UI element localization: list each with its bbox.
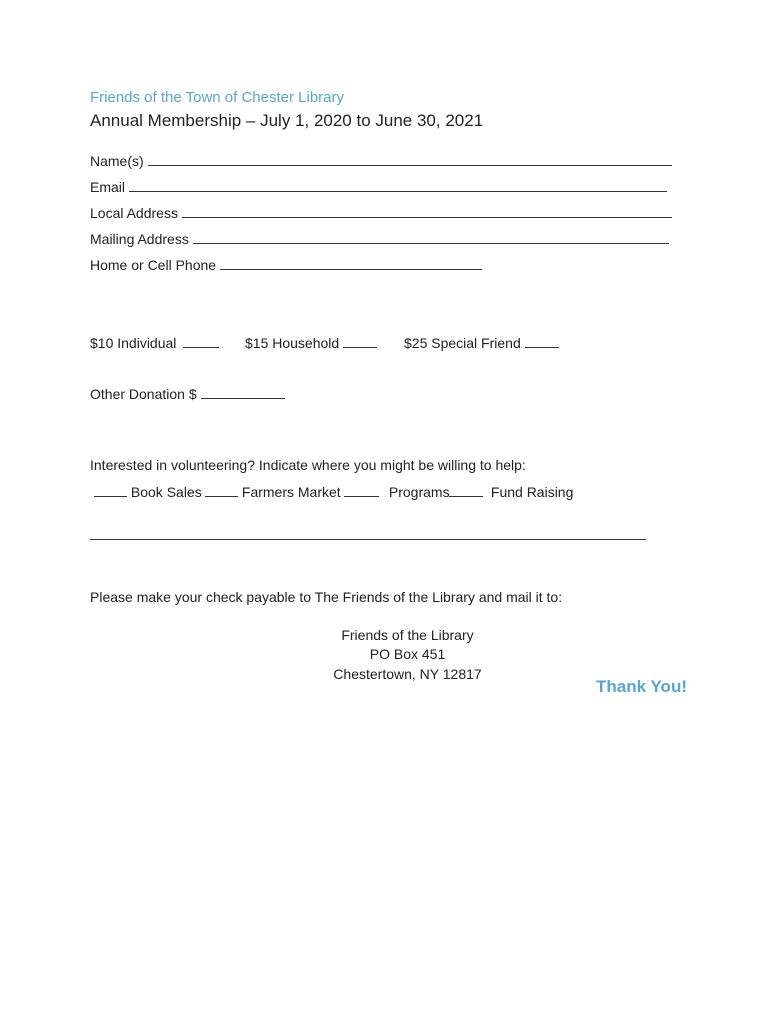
names-label: Name(s) xyxy=(90,153,144,169)
volunteer-option-book-sales xyxy=(94,484,202,500)
other-donation xyxy=(90,386,285,402)
other-donation-label: Other Donation $ xyxy=(90,386,197,402)
local-address-label: Local Address xyxy=(90,205,178,221)
volunteer-other-line xyxy=(90,539,646,540)
names-field xyxy=(90,153,672,169)
mailing-address-label: Mailing Address xyxy=(90,231,189,247)
local-address-blank xyxy=(182,205,672,218)
volunteer-prompt: Interested in volunteering? Indicate where you might be willing to help: xyxy=(90,457,526,473)
other-donation-blank xyxy=(201,386,285,399)
names-blank xyxy=(148,153,672,166)
mailing-address-line-2: PO Box 451 xyxy=(369,646,446,662)
level-special-friend-label: $25 Special Friend xyxy=(404,335,521,351)
thank-you-text: Thank You! xyxy=(596,677,687,696)
farmers-market-blank xyxy=(205,484,238,497)
email-label: Email xyxy=(90,179,126,195)
volunteer-option-fund-raising xyxy=(449,484,573,500)
organization-name: Friends of the Town of Chester Library xyxy=(90,89,345,106)
mailing-address-line-1: Friends of the Library xyxy=(341,627,474,643)
volunteer-option-programs xyxy=(344,484,450,500)
programs-label: Programs xyxy=(388,484,450,500)
fund-raising-label: Fund Raising xyxy=(490,484,574,500)
fund-raising-blank xyxy=(449,484,483,497)
email-field xyxy=(90,179,667,195)
mailing-instruction: Please make your check payable to The Friends of the Library and mail it to: xyxy=(90,589,563,605)
level-special-friend-blank xyxy=(525,335,559,348)
phone-blank xyxy=(220,257,482,270)
level-individual-blank xyxy=(183,335,219,348)
mailing-address-line-3: Chestertown, NY 12817 xyxy=(333,666,482,682)
level-household-blank xyxy=(343,335,377,348)
book-sales-label: Book Sales xyxy=(130,484,202,500)
level-special-friend xyxy=(404,335,559,351)
mailing-address-blank xyxy=(193,231,669,244)
phone-field xyxy=(90,257,482,273)
level-household xyxy=(245,335,377,351)
level-individual-label: $10 Individual xyxy=(90,335,177,351)
volunteer-option-farmers-market xyxy=(205,484,341,500)
book-sales-blank xyxy=(94,484,127,497)
email-blank xyxy=(129,179,667,192)
phone-label: Home or Cell Phone xyxy=(90,257,217,273)
level-individual xyxy=(90,335,219,351)
level-household-label: $15 Household xyxy=(245,335,340,351)
mailing-address-field xyxy=(90,231,669,247)
local-address-field xyxy=(90,205,672,221)
farmers-market-label: Farmers Market xyxy=(241,484,341,500)
membership-title: Annual Membership – July 1, 2020 to June 30, 2021 xyxy=(90,111,484,130)
programs-blank xyxy=(344,484,379,497)
